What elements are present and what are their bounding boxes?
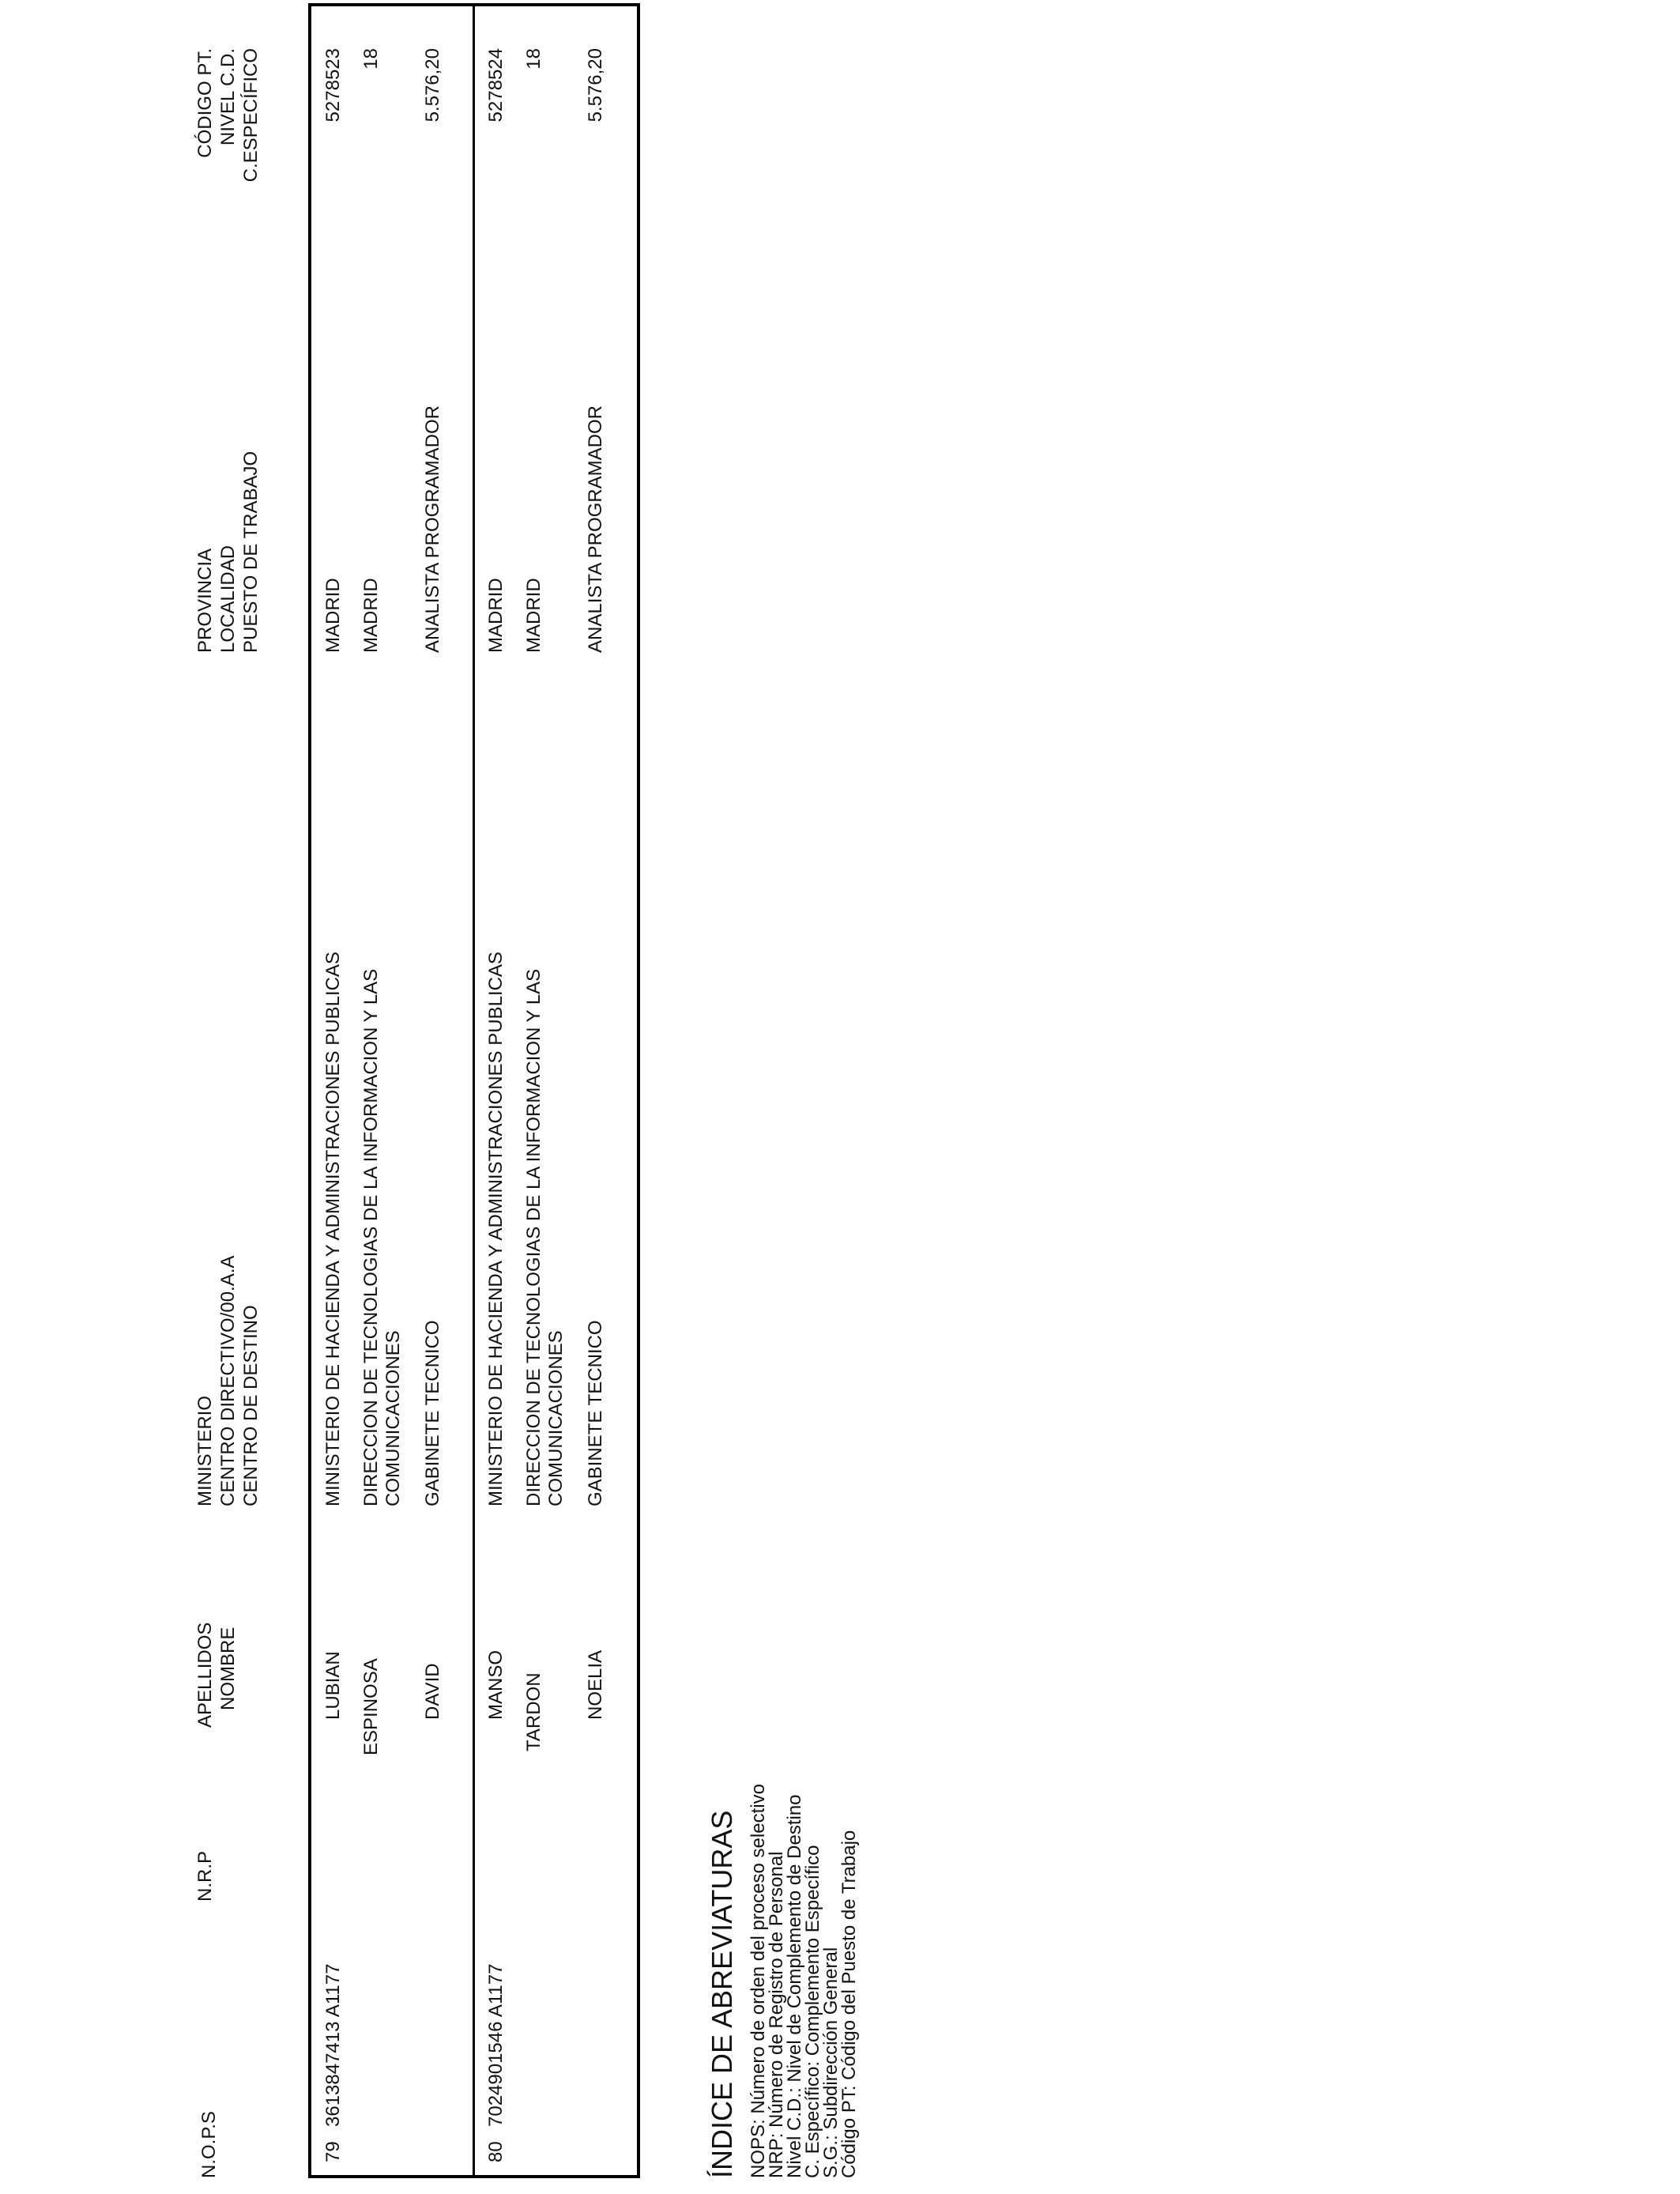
- row-80-provincia: MADRID: [485, 578, 507, 653]
- row-80-centro-directivo: DIRECCION DE TECNOLOGIAS DE LA INFORMACION Y LAS: [523, 968, 544, 1506]
- row-80-centro-destino: GABINETE TECNICO: [585, 1320, 606, 1506]
- row-80-c-especifico: 5.576,20: [585, 48, 606, 123]
- header-nombre: NOMBRE: [217, 1627, 239, 1710]
- header-nivel-cd: NIVEL C.D.: [217, 48, 239, 146]
- row-79-nops: 79: [322, 2141, 344, 2162]
- row-80-nivel-cd: 18: [523, 48, 544, 70]
- row-80-ministerio: MINISTERIO DE HACIENDA Y ADMINISTRACIONES PUBLICAS: [485, 952, 507, 1506]
- index-line-codigo-pt: Código PT: Código del Puesto de Trabajo: [838, 1830, 860, 2178]
- row-79-nivel-cd: 18: [360, 48, 382, 70]
- row-79-centro-directivo: DIRECCION DE TECNOLOGIAS DE LA INFORMACION Y LAS: [360, 968, 382, 1506]
- header-centro-directivo: CENTRO DIRECTIVO/00.A.A: [217, 1255, 239, 1506]
- header-localidad: LOCALIDAD: [217, 545, 239, 653]
- header-centro-destino: CENTRO DE DESTINO: [240, 1305, 262, 1506]
- row-80-localidad: MADRID: [523, 578, 544, 653]
- header-c-especifico: C.ESPECÍFICO: [240, 48, 262, 183]
- row-79-provincia: MADRID: [322, 578, 344, 653]
- row-79-codigo-pt: 5278523: [322, 48, 344, 123]
- row-80-nrp: 7024901546 A1177: [485, 1963, 507, 2127]
- row-79-c-especifico: 5.576,20: [422, 48, 443, 123]
- index-line-nrp: NRP: Número de Registro de Personal: [766, 1851, 787, 2178]
- index-line-nops: NOPS: Número de orden del proceso selectivo: [748, 1784, 769, 2178]
- row-80-codigo-pt: 5278524: [485, 48, 507, 123]
- row-80-apellido1: MANSO: [485, 1649, 507, 1720]
- header-nops: N.O.P.S: [198, 2111, 220, 2178]
- row-79-apellido2: ESPINOSA: [360, 1658, 382, 1755]
- header-provincia: PROVINCIA: [194, 548, 216, 653]
- row-79-ministerio: MINISTERIO DE HACIENDA Y ADMINISTRACIONES PUBLICAS: [322, 952, 344, 1506]
- row-80-nombre: NOELIA: [585, 1649, 606, 1720]
- row-79-puesto: ANALISTA PROGRAMADOR: [422, 405, 443, 653]
- index-line-nivel-cd: Nivel C.D.: Nivel de Complemento de Destino: [784, 1794, 805, 2178]
- header-ministerio: MINISTERIO: [194, 1395, 216, 1506]
- header-apellidos: APELLIDOS: [194, 1622, 216, 1728]
- row-80-apellido2: TARDON: [523, 1672, 544, 1751]
- index-line-c-especifico: C. Específico: Complemento Específico: [802, 1845, 823, 2178]
- header-codigo-pt: CÓDIGO PT.: [194, 48, 216, 158]
- row-79-localidad: MADRID: [360, 578, 382, 653]
- index-line-sg: S.G.: Subdirección General: [820, 1947, 842, 2178]
- row-79-centro-directivo-cont: COMUNICACIONES: [382, 1330, 404, 1506]
- row-80-centro-directivo-cont: COMUNICACIONES: [545, 1330, 567, 1506]
- row-80-nops: 80: [485, 2141, 507, 2162]
- header-puesto: PUESTO DE TRABAJO: [240, 450, 262, 653]
- row-divider: [473, 3, 475, 2178]
- row-79-apellido1: LUBIAN: [322, 1651, 344, 1720]
- row-79-nrp: 3613847413 A1177: [322, 1963, 344, 2127]
- row-80-puesto: ANALISTA PROGRAMADOR: [585, 405, 606, 653]
- index-title: ÍNDICE DE ABREVIATURAS: [706, 1810, 738, 2178]
- row-79-centro-destino: GABINETE TECNICO: [422, 1320, 443, 1506]
- header-nrp: N.R.P: [194, 1850, 216, 1902]
- row-79-nombre: DAVID: [422, 1663, 443, 1720]
